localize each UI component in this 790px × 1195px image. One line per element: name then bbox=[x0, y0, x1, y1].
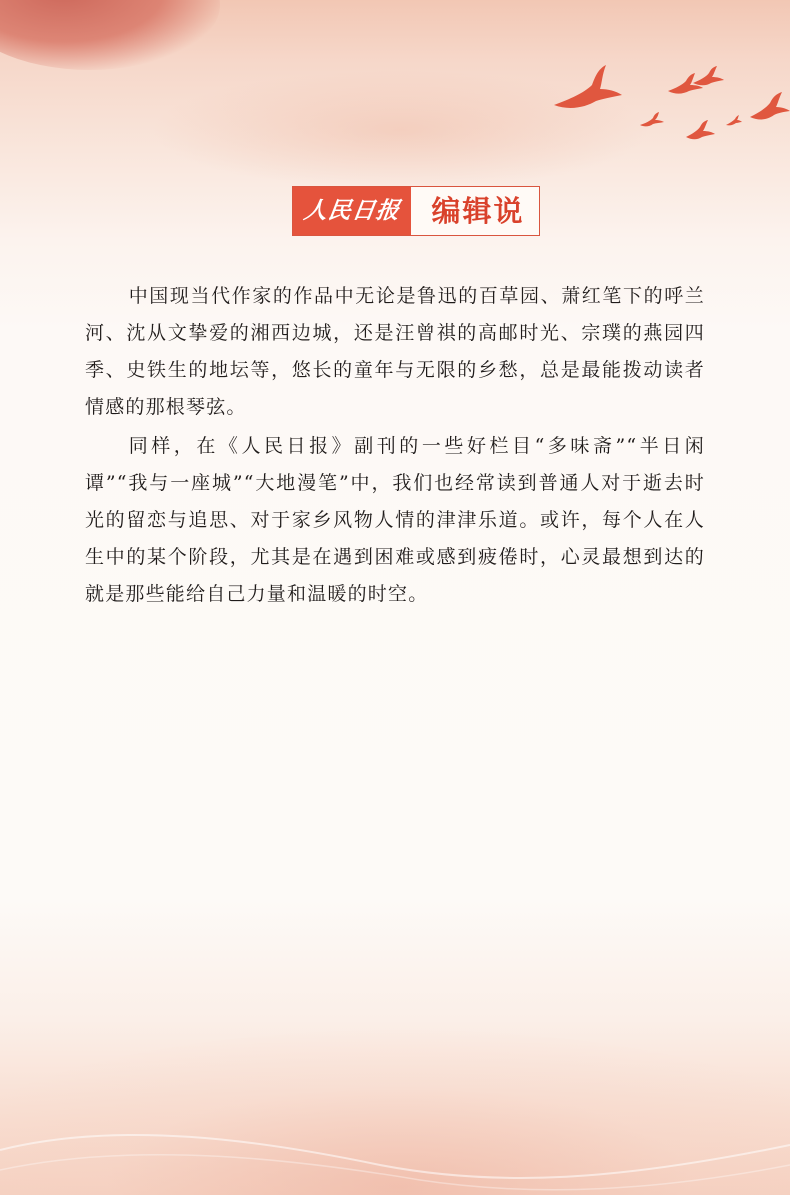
flying-birds-decoration bbox=[540, 55, 790, 155]
bird-icon bbox=[686, 120, 715, 139]
bottom-swirl-decoration bbox=[0, 1110, 790, 1195]
bird-icon bbox=[640, 112, 664, 126]
section-title: 编辑说 bbox=[431, 194, 525, 228]
bird-icon bbox=[726, 115, 742, 125]
bird-icon bbox=[693, 66, 724, 85]
bird-icon bbox=[750, 92, 790, 119]
top-left-decoration bbox=[0, 0, 220, 70]
newspaper-logo-text: 人民日报 bbox=[302, 197, 402, 224]
article-body bbox=[85, 278, 705, 615]
paragraph: 同样，在《人民日报》副刊的一些好栏目“多味斋”“半日闲谭”“我与一座城”“大地漫笔”中，我们也经常读到普通人对于逝去时光的留恋与追思、对于家乡风物人情的津津乐道。或许，每个人在人生中的某个阶段，尤其是在遇到困难或感到疲倦时，心灵最想到达的就是那些能给自己力量和温暖的时空。 bbox=[85, 435, 705, 605]
newspaper-logo bbox=[293, 187, 411, 235]
bird-icon bbox=[554, 65, 622, 108]
paragraph: 中国现当代作家的作品中无论是鲁迅的百草园、萧红笔下的呼兰河、沈从文挚爱的湘西边城，还是汪曾祺的高邮时光、宗璞的燕园四季、史铁生的地坛等，悠长的童年与无限的乡愁，总是最能拨动读者情感的那根琴弦。 bbox=[85, 285, 705, 418]
section-header bbox=[292, 186, 540, 236]
